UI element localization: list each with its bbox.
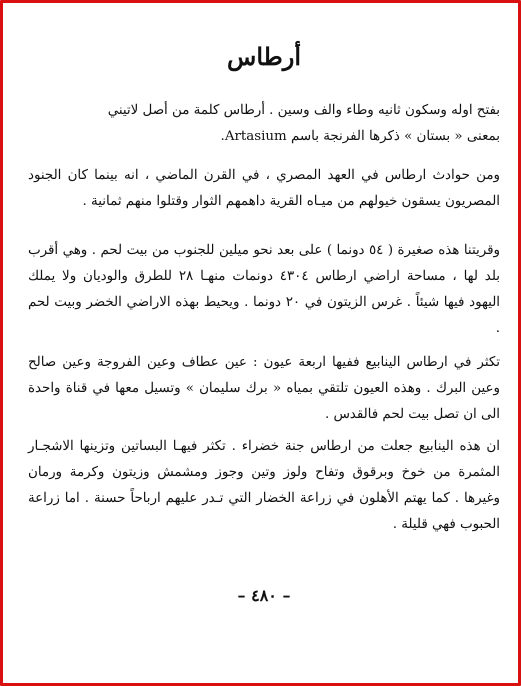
paragraph-5: ان هذه الينابيع جعلت من ارطاس جنة خضراء . تكثر فيهـا البساتين وتزينها الاشجـار المثمرة من خوخ وبرقوق وتفاح ولوز وتين وجوز ومشمش وزيتون وكرمة ورمان وغيرها . كما يهتم الأهلون في زراعة الخضار التي تـدر عليهم ارباحاً حسنة . اما زراعة الحبوب فهي قليلة . bbox=[28, 439, 500, 532]
paragraph-1-line-2 bbox=[28, 124, 500, 150]
page-title: أرطاس bbox=[227, 42, 301, 71]
paragraph-1-text: بمعنى « بستان » ذكرها الفرنجة باسم bbox=[291, 129, 500, 144]
paragraph-4: تكثر في ارطاس الينابيع ففيها اربعة عيون : عين عطاف وعين الفروجة وعين صالح وعين البرك . وهذه العيون تلتقي بمياه « برك سليمان » وتسيل معها في قناة واحدة الى ان تصل بيت لحم فالقدس . bbox=[28, 355, 500, 422]
latin-term: Artasium bbox=[224, 129, 287, 144]
paragraph-1-end: . bbox=[220, 129, 225, 144]
paragraph-2: ومن حوادث ارطاس في العهد المصري ، في القرن الماضي ، انه بينما كان الجنود المصريون يسقون خيولهم من ميـاه القرية داهمهم الثوار وقتلوا منهم ثمانية . bbox=[28, 168, 500, 209]
page-number: – ٤٨٠ – bbox=[237, 586, 291, 605]
paragraph-3: وقريتنا هذه صغيرة ( ٥٤ دونما ) على بعد نحو ميلين للجنوب من بيت لحم . وهي أقرب بلد لها ، مساحة اراضي ارطاس ٤٣٠٤ دونمات منهـا ٢٨ للطرق والوديان ولا يملك اليهود فيها شيئاً . غرس الزيتون في ٢٠ دونما . ويحيط بهذه الاراضي الخضر وبيت لحم . bbox=[28, 243, 501, 336]
document-page bbox=[28, 0, 500, 686]
paragraph-1-line-1: بفتح اوله وسكون ثانيه وطاء والف وسين . أرطاس كلمة من أصل لاتيني bbox=[107, 103, 500, 118]
paragraph-1 bbox=[28, 98, 500, 150]
